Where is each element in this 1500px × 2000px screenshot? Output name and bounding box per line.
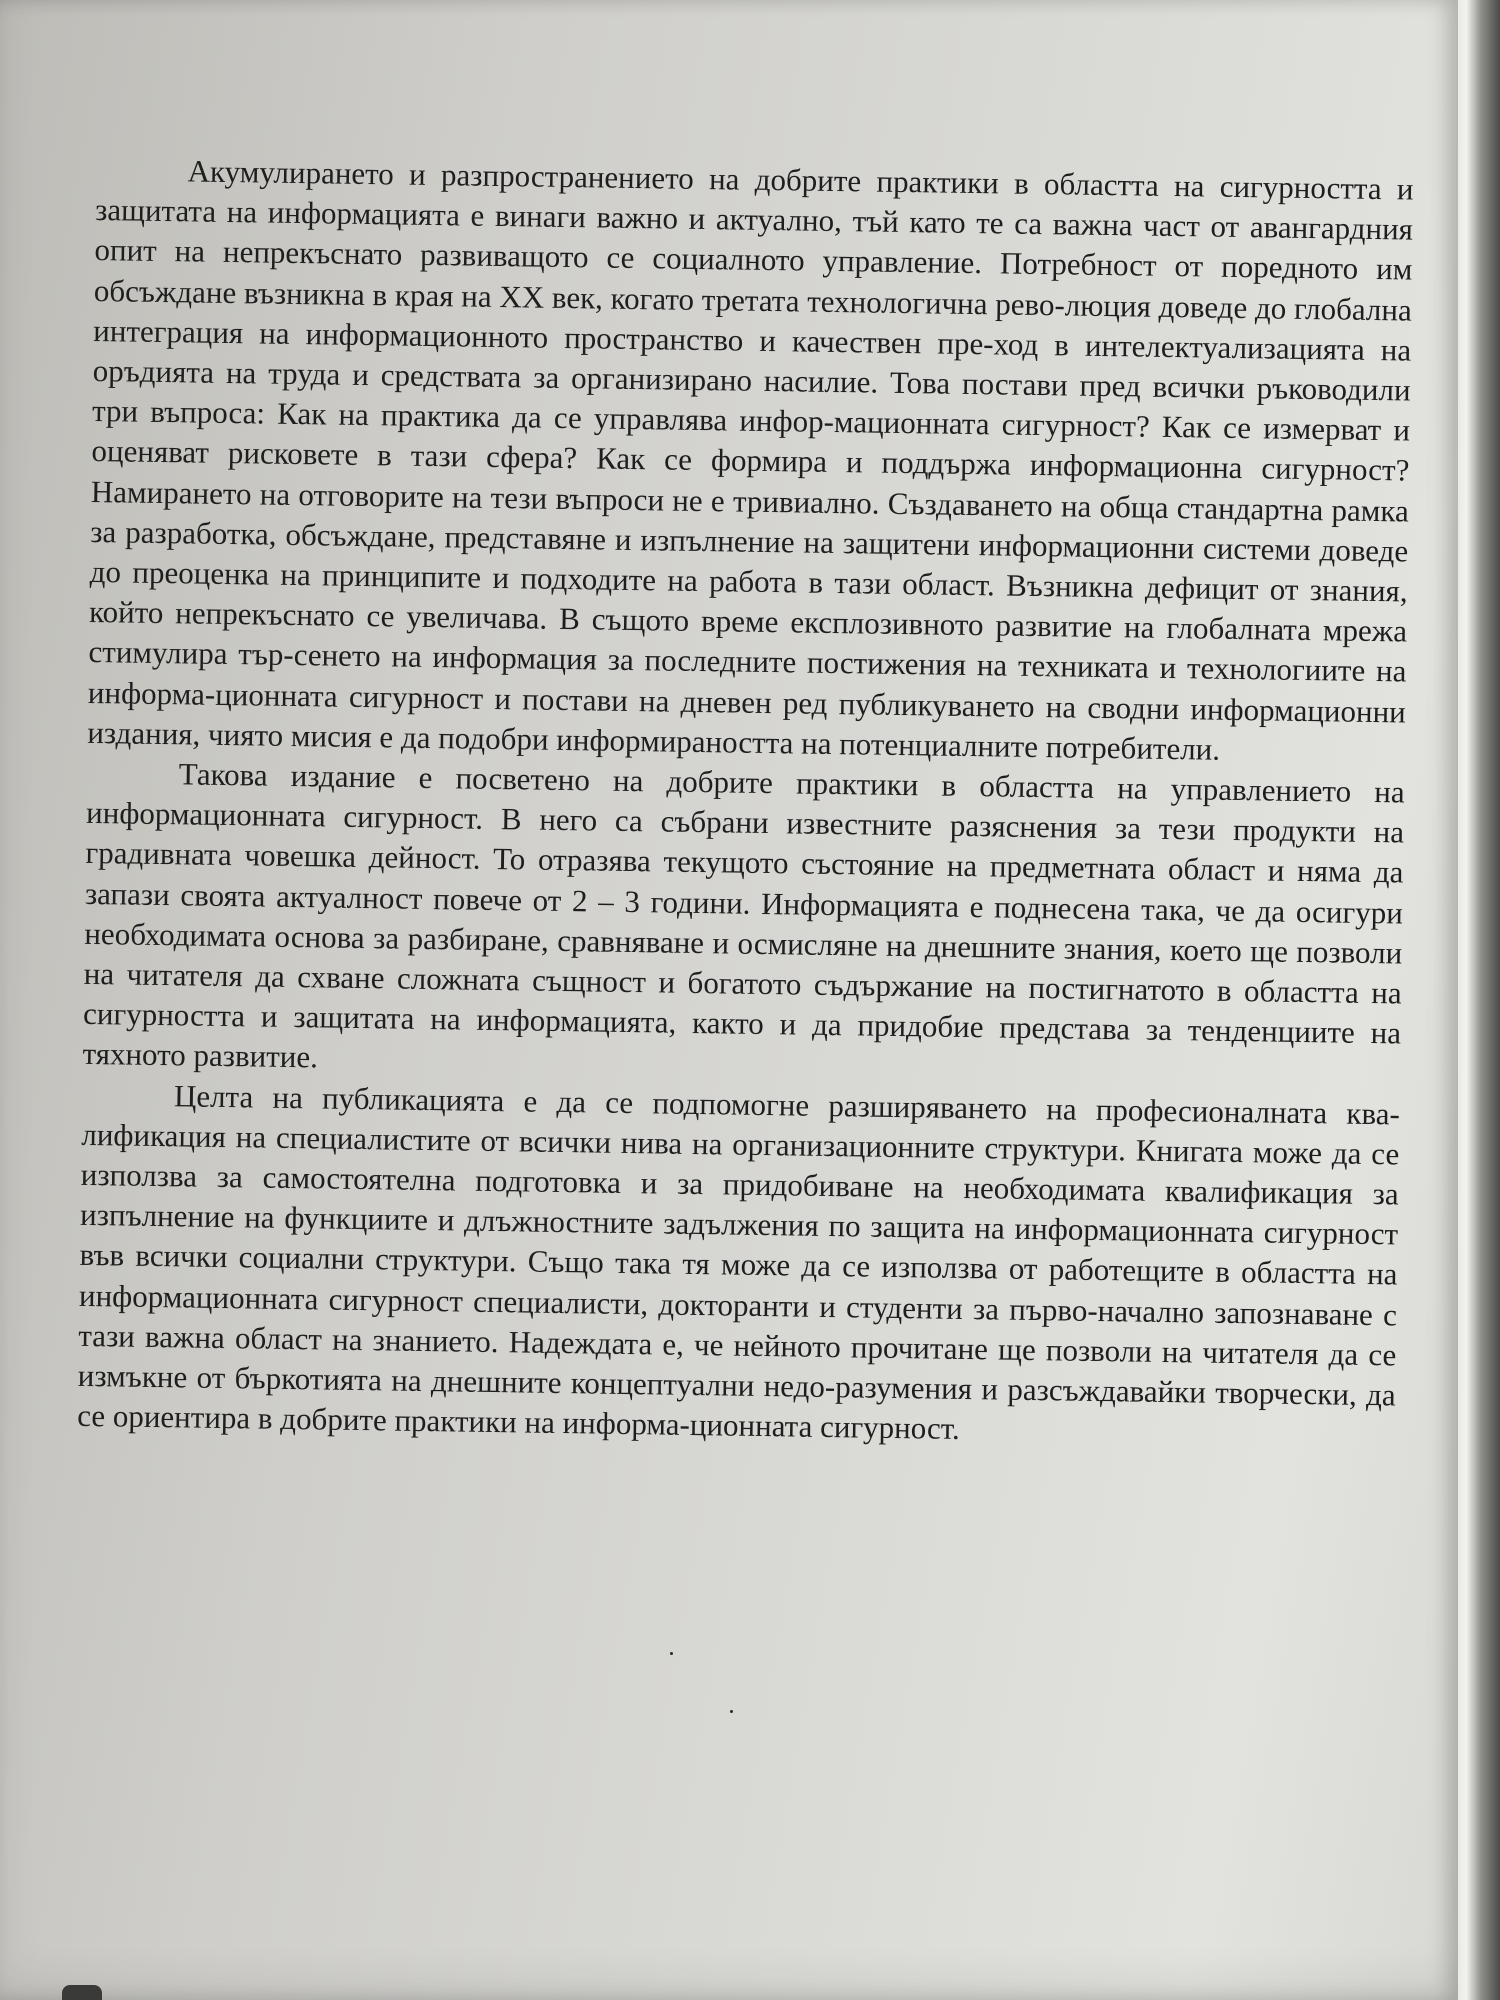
- paragraph-2: Такова издание е посветено на добрите практики в областта на управлението на информационната сигурност. В него са събрани известните разяснения за тези продукти на градивната човешка дейност. То отразява текущото състояние на предметната област и няма да запази своята актуалност повече от 2 – 3 години. Информацията е поднесена така, че да осигури необходимата основа за разбиране, сравняване и осмисляне на днешните знания, което ще позволи на читателя да схване сложната същност и богатото съдържание на постигнатото в областта на сигурността и защитата на информацията, както и да придобие представа за тенденциите на тяхното развитие.: [82, 756, 1405, 1075]
- body-text: [77, 150, 1414, 1456]
- paper-speck: [670, 1652, 673, 1655]
- page-edge: [1458, 0, 1500, 2000]
- binding-mark: [62, 1985, 102, 2000]
- paragraph-1: Акумулирането и разпространението на добрите практики в областта на сигурността и защитата на информацията е винаги важно и актуално, тъй като те са важна част от авангардния опит на непрекъснато развиващото се социалното управление. Потребност от поредното им обсъждане възникна в края на XX век, когато третата технологична рево-люция доведе до глобална интеграция на информационното пространство и качествен пре-ход в интелектуализацията на оръдията на труда и средствата за организирано насилие. Това постави пред всички ръководили три въпроса: Как на практика да се управлява инфор-мационната сигурност? Как се измерват и оценяват рисковете в тази сфера? Как се формира и поддържа информационна сигурност? Намирането на отговорите на тези въпроси не е тривиално. Създаването на обща стандартна рамка за разработка, обсъждане, представяне и изпълнение на защитени информационни системи доведе до преоценка на принципите и подходите на работа в тази област. Възникна дефицит от знания, който непрекъснато се увеличава. В същото време експлозивното развитие на глобалната мрежа стимулира тър-сенето на информация за последните постижения на техниката и технологиите на информа-ционната сигурност и постави на дневен ред публикуването на сводни информационни издания, чиято мисия е да подобри информираността на потенциалните потребители.: [87, 153, 1414, 767]
- paragraph-3: Целта на публикацията е да се подпомогне разширяването на професионалната ква-лификация на специалистите от всички нива на организационните структури. Книгата може да се използва за самостоятелна подготовка и за придобиване на необходимата квалификация за изпълнение на функциите и длъжностните задължения по защита на информационната сигурност във всички социални структури. Също така тя може да се използва от работещите в областта на информационната сигурност специалисти, докторанти и студенти за първо-начално запознаване с тази важна област на знанието. Надеждата е, че нейното прочитане ще позволи на читателя да се измъкне от бъркотията на днешните концептуални недо-разумения и разсъждавайки творчески, да се ориентира в добрите практики на информа-ционната сигурност.: [76, 1077, 1401, 1447]
- paper-speck: [730, 1710, 733, 1713]
